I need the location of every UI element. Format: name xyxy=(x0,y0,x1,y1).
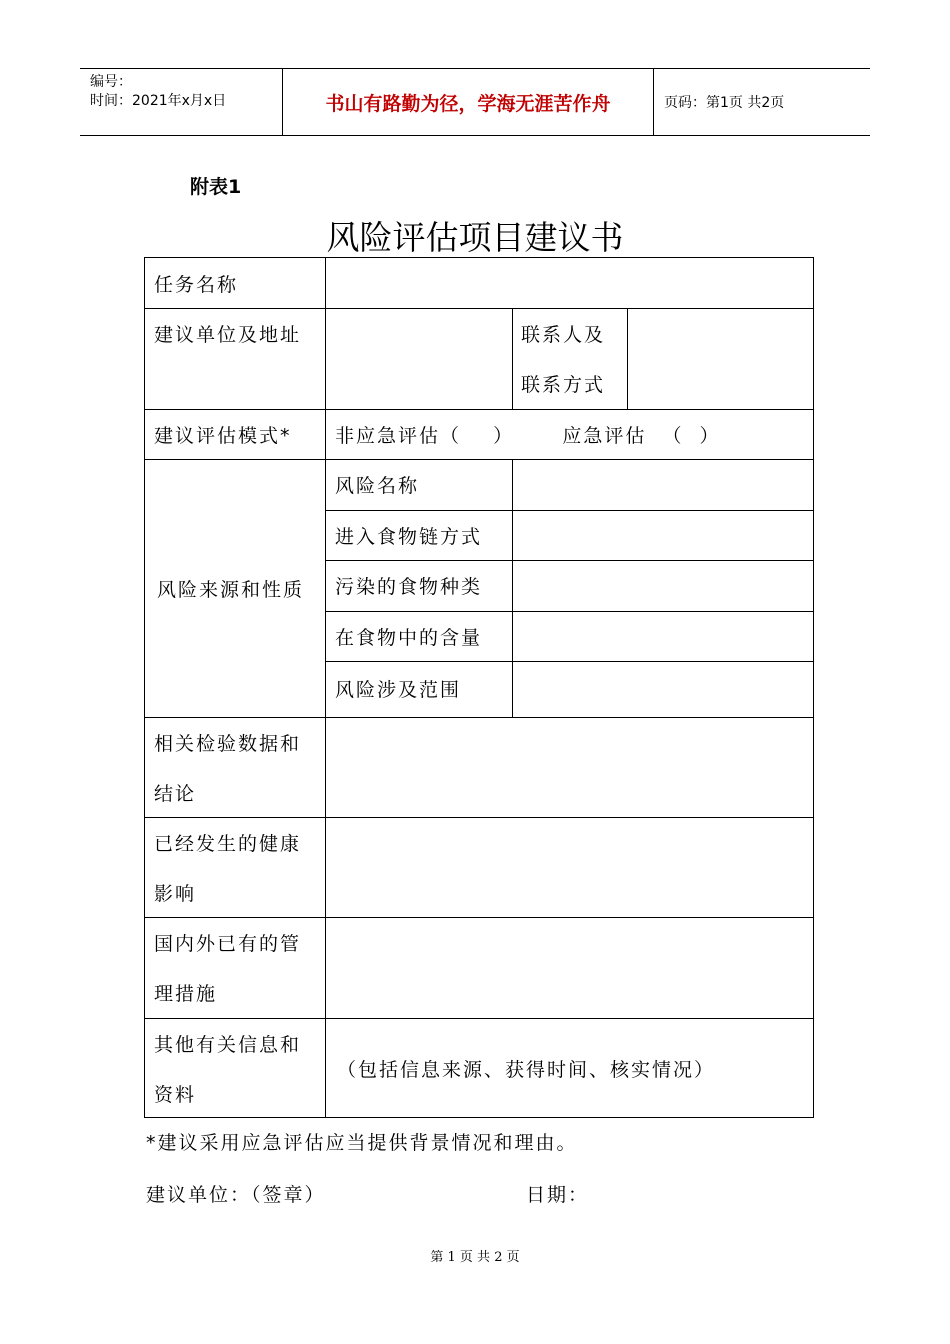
contact-label-line2: 联系方式 xyxy=(521,374,606,396)
date-label: 日期： xyxy=(526,1184,590,1206)
risk-item-food-types-field[interactable] xyxy=(513,561,813,611)
risk-item-name: 风险名称 xyxy=(335,475,420,497)
proposer-address-label: 建议单位及地址 xyxy=(154,324,302,346)
risk-source-label: 风险来源和性质 xyxy=(157,579,305,601)
mode-options[interactable]: 非应急评估（ ） 应急评估 （ ） xyxy=(335,425,721,447)
management-measures-label xyxy=(154,919,301,1019)
other-info-label xyxy=(154,1020,301,1120)
time-label: 时间：2021年x月x日 xyxy=(90,93,227,109)
signature-label: 建议单位：（签章） xyxy=(146,1184,326,1206)
health-impact-label xyxy=(154,819,301,919)
health-impact-label-line1: 已经发生的健康 xyxy=(154,833,302,855)
health-impact-label-line2: 影响 xyxy=(154,883,197,905)
risk-item-food-types: 污染的食物种类 xyxy=(335,576,483,598)
header-motto: 书山有路勤为径，学海无涯苦作舟 xyxy=(282,69,654,135)
risk-item-scope-field[interactable] xyxy=(513,662,813,717)
proposal-form xyxy=(144,257,814,1118)
management-measures-label-line1: 国内外已有的管 xyxy=(154,933,302,955)
page-header xyxy=(80,68,870,136)
footnote: *建议采用应急评估应当提供背景情况和理由。 xyxy=(146,1132,578,1154)
test-data-field[interactable] xyxy=(326,718,813,817)
column-divider xyxy=(512,308,513,409)
risk-item-name-field[interactable] xyxy=(513,460,813,510)
task-name-field[interactable] xyxy=(326,258,813,308)
management-measures-label-line2: 理措施 xyxy=(154,983,218,1005)
test-data-label xyxy=(154,719,301,819)
contact-label-line1: 联系人及 xyxy=(521,324,606,346)
risk-item-content: 在食物中的含量 xyxy=(335,627,483,649)
health-impact-field[interactable] xyxy=(326,818,813,917)
other-info-hint[interactable]: （包括信息来源、获得时间、核实情况） xyxy=(337,1059,716,1081)
mode-label: 建议评估模式* xyxy=(154,425,292,447)
header-meta xyxy=(80,69,282,135)
annex-label: 附表1 xyxy=(190,176,242,198)
test-data-label-line2: 结论 xyxy=(154,783,197,805)
other-info-label-line1: 其他有关信息和 xyxy=(154,1034,302,1056)
number-label: 编号： xyxy=(90,74,132,90)
proposer-address-field[interactable] xyxy=(326,309,512,409)
header-page-info: 页码：第1页 共2页 xyxy=(664,95,785,111)
row-divider xyxy=(145,409,813,410)
contact-label xyxy=(521,310,605,410)
task-name-label: 任务名称 xyxy=(154,274,239,296)
management-measures-field[interactable] xyxy=(326,918,813,1018)
contact-field[interactable] xyxy=(628,309,813,409)
other-info-label-line2: 资料 xyxy=(154,1084,197,1106)
page-footer: 第 1 页 共 2 页 xyxy=(430,1250,520,1265)
risk-item-entry-route: 进入食物链方式 xyxy=(335,526,483,548)
test-data-label-line1: 相关检验数据和 xyxy=(154,733,302,755)
risk-item-entry-route-field[interactable] xyxy=(513,511,813,560)
document-title: 风险评估项目建议书 xyxy=(326,218,624,257)
risk-item-content-field[interactable] xyxy=(513,612,813,661)
risk-item-scope: 风险涉及范围 xyxy=(335,679,462,701)
